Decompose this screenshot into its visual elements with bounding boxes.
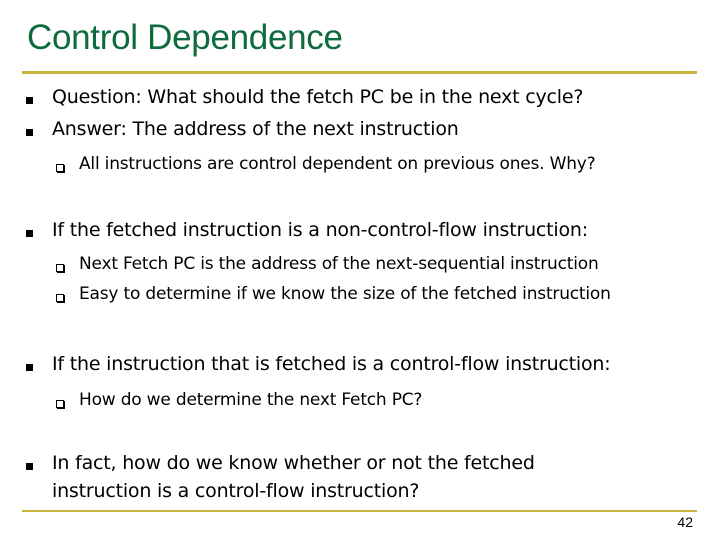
bullet-in-fact-line2: instruction is a control-flow instruction?: [52, 480, 420, 502]
sub-bullet-next-sequential: Next Fetch PC is the address of the next-sequential instruction: [79, 254, 599, 274]
bullet-answer: Answer: The address of the next instruction: [52, 118, 459, 140]
bullet-question: Question: What should the fetch PC be in the next cycle?: [52, 86, 584, 108]
hollow-square-bullet-icon: [56, 400, 64, 408]
square-bullet-icon: [26, 230, 33, 237]
footer-divider: [22, 510, 697, 512]
title-divider: [22, 71, 697, 74]
hollow-square-bullet-icon: [56, 164, 64, 172]
slide-title: Control Dependence: [27, 18, 343, 57]
sub-bullet-control-dependent: All instructions are control dependent on previous ones. Why?: [79, 154, 596, 174]
square-bullet-icon: [26, 129, 33, 136]
square-bullet-icon: [26, 364, 33, 371]
hollow-square-bullet-icon: [56, 264, 64, 272]
square-bullet-icon: [26, 97, 33, 104]
bullet-in-fact-line1: In fact, how do we know whether or not the fetched: [52, 452, 535, 474]
square-bullet-icon: [26, 463, 33, 470]
bullet-control-flow: If the instruction that is fetched is a control-flow instruction:: [52, 353, 611, 375]
sub-bullet-size-of-instruction: Easy to determine if we know the size of the fetched instruction: [79, 284, 611, 304]
hollow-square-bullet-icon: [56, 294, 64, 302]
page-number: 42: [677, 514, 693, 530]
bullet-non-control-flow: If the fetched instruction is a non-control-flow instruction:: [52, 219, 588, 241]
sub-bullet-determine-next-pc: How do we determine the next Fetch PC?: [79, 390, 423, 410]
